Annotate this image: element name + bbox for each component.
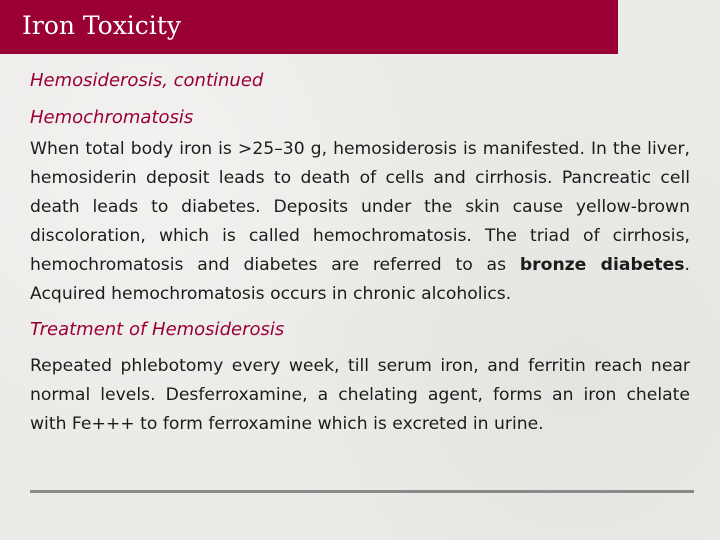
section-heading-hemosiderosis: Hemosiderosis, continued [30, 70, 264, 91]
paragraph-treatment: Repeated phlebotomy every week, till serum iron, and ferritin reach near normal levels. Desferroxamine, a chelating agent, forms an iron chelate with Fe+++ to form ferroxamine which is excreted in urine. [30, 356, 690, 434]
section-heading-hemochromatosis: Hemochromatosis [30, 107, 194, 128]
bottom-divider [30, 490, 694, 493]
section-heading-treatment: Treatment of Hemosiderosis [30, 319, 285, 340]
title-bar [0, 0, 618, 54]
paragraph-text-end: . Acquired hemochromatosis occurs in chronic alcoholics. [30, 255, 691, 304]
paragraph-text: When total body iron is >25–30 g, hemosiderosis is manifested. In the liver, hemosiderin deposit leads to death of cells and cirrhosis. Pancreatic cell death leads to diabetes. Deposits under the skin cause yellow-brown discoloration, which is called hemochromatosis. The triad of cirrhosis, hemochromatosis and diabetes are referred to as [30, 139, 690, 275]
bold-term-bronze-diabetes: bronze diabetes [519, 255, 685, 275]
slide-content [30, 66, 690, 439]
paragraph-hemochromatosis [30, 135, 690, 309]
slide-title: Iron Toxicity [22, 11, 181, 40]
